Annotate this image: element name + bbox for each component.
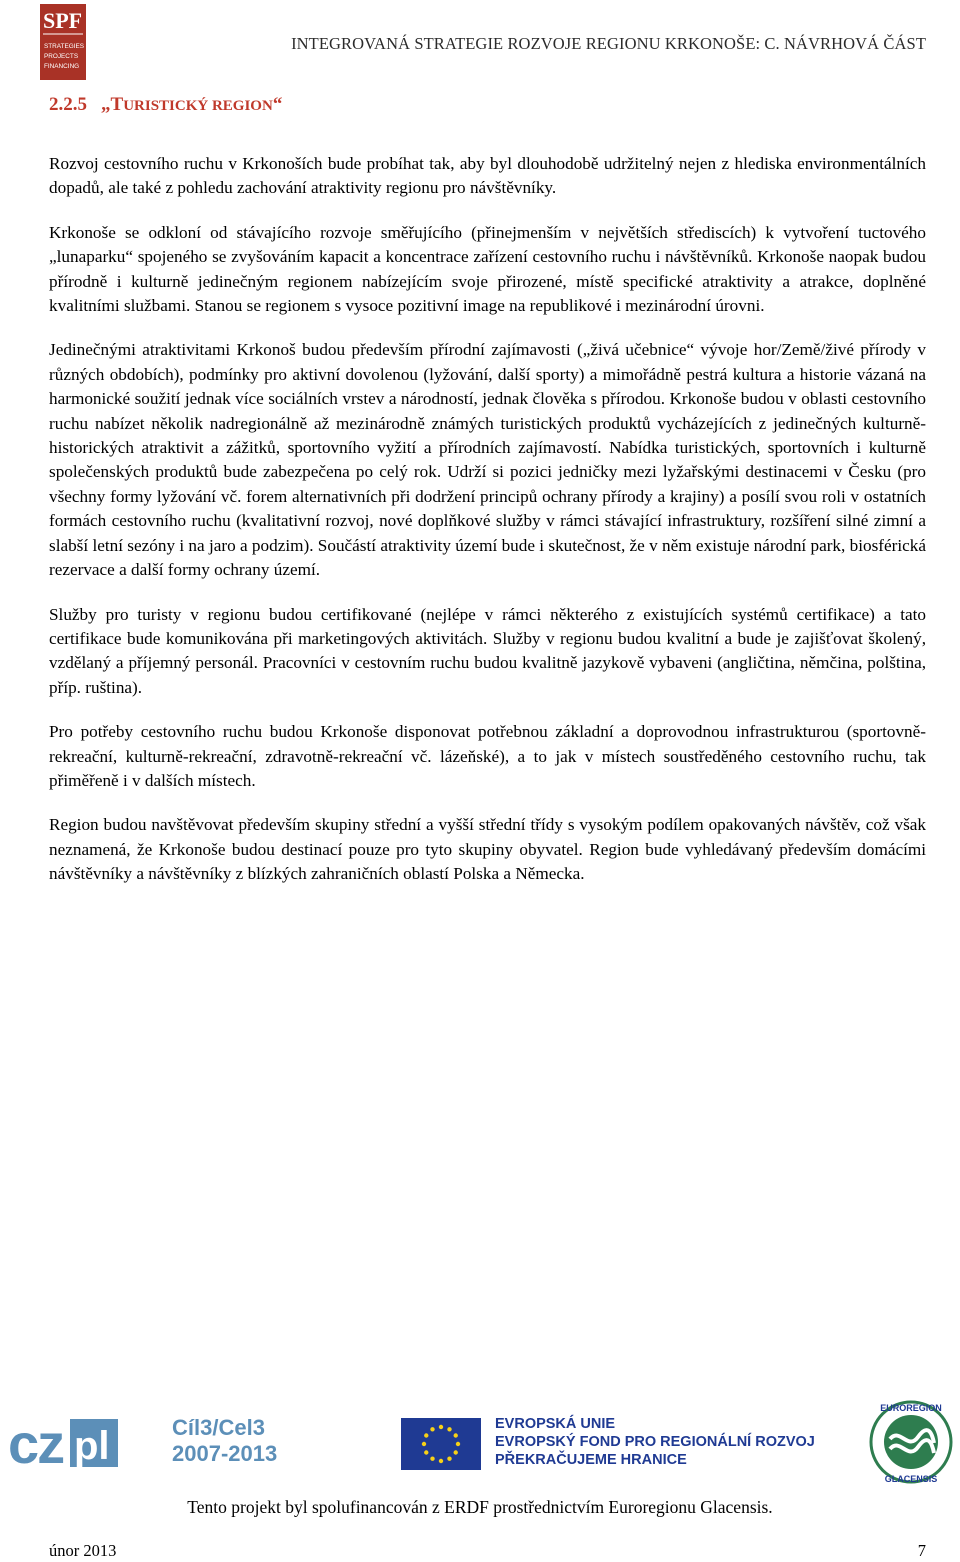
euroregion-glacensis-logo	[866, 1399, 956, 1485]
section-quote-close: “	[272, 94, 283, 115]
paragraph: Krkonoše se odkloní od stávajícího rozvoje směřujícího (přinejmenším v největších střediscích) k vytvoření tuctového „lunaparku“ spojeného se zvyšováním kapacit a koncentrace zařízení cestovního ruchu i návštěvníků. Krkonoše naopak budou přírodně i kulturně jedinečným regionem nabízejícím svoje přirozené, místě specifické atraktivity a atrakce, doplněné kvalitními službami. Stanou se regionem s vysoce pozitivní image na republikové i mezinárodní úrovni.	[49, 222, 926, 316]
eu-star	[424, 1450, 428, 1454]
eu-star	[424, 1433, 428, 1437]
cil-line1: Cíl3/Cel3	[172, 1415, 265, 1440]
svg-text:cz: cz	[8, 1413, 64, 1473]
czpl-logo	[8, 1413, 118, 1473]
paragraph: Rozvoj cestovního ruchu v Krkonoších bude probíhat tak, aby byl dlouhodobě udržitelný nejen z hlediska environmentálních dopadů, ale také z pohledu zachování atraktivity regionu pro návštěvníky.	[49, 154, 926, 198]
section-title-rest: URISTICKÝ REGION	[123, 98, 273, 114]
paragraph: Jedinečnými atraktivitami Krkonoš budou především přírodní zajímavosti („živá učebnice“ vývoje hor/Země/živé přírody v různých obdobích), podmínky pro aktivní dovolenou (lyžování, další sporty) a mimořádně pestrá kultura a historie vázaná na harmonické soužití jednak více sociálních vrstev a národností, jednak člověka s přírodou. Krkonoše budou v oblasti cestovního ruchu nabízet několik nadregionálně až mezinárodně známých turistických produktů vycházejících z jedinečných kulturně-historických atraktivit a zážitků, sportovního vyžití a přírodních zajímavostí. Nabídka turistických, sportovních i kulturně společenských produktů bude zabezpečena po celý rok. Udrží si pozici jedničky mezi lyžařskými destinacemi v Česku (pro všechny formy lyžování vč. forem alternativních při dodržení principů ochrany přírody a krajiny) a posílí svou roli v ostatních formách cestovního ruchu (kvalitativní rozvoj, nové doplňkové služby v rámci stávající infrastruktury, rozšíření silné zimní a slabší letní sezóny i na jaro a podzim). Součástí atraktivity území bude i skutečnost, že v něm existuje národní park, biosférická rezervace a další formy ochrany území.	[49, 340, 926, 580]
section-quote-open: „	[101, 94, 111, 115]
eu-star	[430, 1427, 434, 1431]
paragraph: Pro potřeby cestovního ruchu budou Krkonoše disponovat potřebnou základní a doprovodnou infrastrukturou (sportovně-rekreační, kulturně-rekreační, zdravotně-rekreační vč. lázeňské), a to jak v místech soustředěného cestovního ruchu, tak přiměřeně i v dalších místech.	[49, 722, 926, 790]
section-title-initial: T	[110, 94, 124, 115]
eu-label	[495, 1415, 815, 1469]
section-number: 2.2.5	[49, 94, 87, 115]
cil-line2: 2007-2013	[172, 1441, 278, 1466]
body-text	[49, 152, 926, 907]
eu-flag-icon	[401, 1418, 481, 1470]
svg-text:FINANCING: FINANCING	[44, 63, 80, 70]
eu-star	[422, 1442, 426, 1446]
eu-star	[447, 1457, 451, 1461]
spf-logo	[40, 4, 86, 80]
eu-star	[456, 1442, 460, 1446]
eu-star	[439, 1459, 443, 1463]
eu-star	[454, 1433, 458, 1437]
page-date: únor 2013	[49, 1541, 117, 1560]
footer-logos	[0, 1395, 960, 1485]
eu-line2: EVROPSKÝ FOND PRO REGIONÁLNÍ ROZVOJ	[495, 1434, 815, 1450]
svg-text:EUROREGION: EUROREGION	[880, 1403, 942, 1413]
svg-text:PROJECTS: PROJECTS	[44, 53, 79, 60]
eu-star	[430, 1457, 434, 1461]
cil3-logo	[170, 1409, 280, 1469]
eu-line3: PŘEKRAČUJEME HRANICE	[495, 1452, 687, 1468]
eu-line1: EVROPSKÁ UNIE	[495, 1416, 616, 1432]
svg-text:GLACENSIS: GLACENSIS	[884, 1474, 938, 1484]
eu-star	[454, 1450, 458, 1454]
header-title: INTEGROVANÁ STRATEGIE ROZVOJE REGIONU KRKONOŠE: C. NÁVRHOVÁ ČÁST	[291, 34, 926, 53]
eu-star	[447, 1427, 451, 1431]
paragraph: Služby pro turisty v regionu budou certifikované (nejlépe v rámci některého z existujících systémů certifikace) a tato certifikace bude komunikována při marketingových aktivitách. Služby v regionu budou kvalitní a bude je zajišťovat školený, vzdělaný a příjemný personál. Pracovníci v cestovním ruchu budou kvalitně jazykově vybaveni (angličtina, němčina, polština, příp. ruština).	[49, 604, 926, 697]
funding-note: Tento projekt byl spolufinancován z ERDF prostřednictvím Euroregionu Glacensis.	[187, 1497, 773, 1517]
section-heading	[49, 94, 282, 116]
paragraph: Region budou navštěvovat především skupiny střední a vyšší střední třídy s vysokým podílem opakovaných návštěv, což však neznamená, že Krkonoše budou destinací pouze pro tyto skupiny obyvatel. Region bude vyhledávaný především domácími návštěvníky a návštěvníky z blízkých zahraničních oblastí Polska a Německa.	[49, 815, 926, 884]
page-number: 7	[917, 1541, 926, 1560]
svg-text:SPF: SPF	[43, 8, 83, 33]
svg-text:STRATEGIES: STRATEGIES	[44, 43, 85, 50]
svg-text:pl: pl	[74, 1424, 110, 1468]
eu-star	[439, 1425, 443, 1429]
